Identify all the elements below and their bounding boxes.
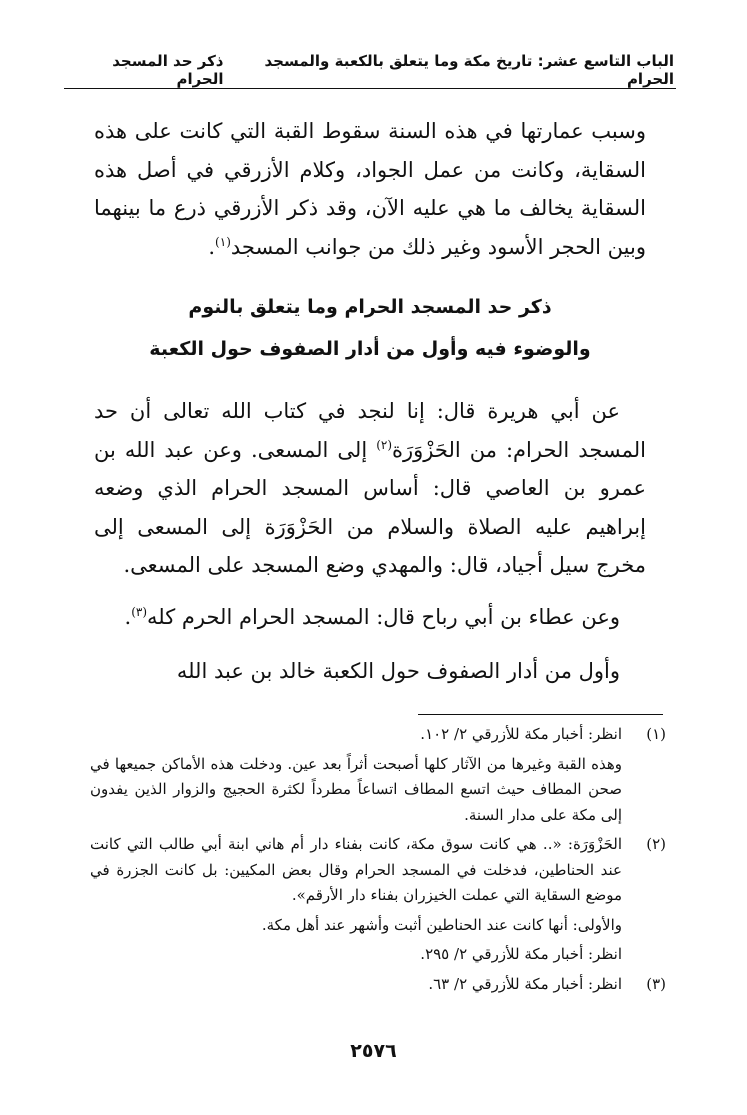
chapter-title: الباب التاسع عشر: تاريخ مكة وما يتعلق بالكعبة والمسجد الحرام xyxy=(264,52,674,88)
footnote-number: (٢) xyxy=(646,835,666,853)
footnote-line: انظر: أخبار مكة للأزرقي ٢/ ٦٣. xyxy=(428,974,622,993)
page-number: ٢٥٧٦ xyxy=(350,1040,397,1062)
heading-line-1: ذكر حد المسجد الحرام وما يتعلق بالنوم xyxy=(188,296,552,318)
heading-line-2: والوضوء فيه وأول من أدار الصفوف حول الكعبة xyxy=(149,338,591,360)
footnote-2 xyxy=(90,832,666,968)
footnote-rule xyxy=(418,714,663,715)
paragraph-haram-boundary: عن أبي هريرة قال: إنا لنجد في كتاب الله تعالى أن حد المسجد الحرام: من الحَزْوَرَة$^{(٢)}$ إلى المسعى. وعن عبد الله بن عمرو بن العاصي قال: أساس المسجد الحرام الذي وضعه إبراهيم عليه الصلاة والسلام من الحَزْوَرَة إلى المسعى إلى مخرج سيل أجياد، قال: والمهدي وضع المسجد على المسعى. xyxy=(94,399,646,577)
footnote-line: انظر: أخبار مكة للأزرقي ٢/ ٢٩٥. xyxy=(420,945,622,963)
running-header xyxy=(64,54,674,86)
footnote-line: والأولى: أنها كانت عند الحناطين أثبت وأشهر عند أهل مكة. xyxy=(261,915,622,934)
section-title: ذكر حد المسجد الحرام xyxy=(112,52,224,88)
footnote-3 xyxy=(90,972,666,998)
footnote-ref-3: (٣) xyxy=(131,605,148,619)
paragraph-ata: وعن عطاء بن أبي رباح قال: المسجد الحرام الحرم كله$^{(٣)}$. xyxy=(124,605,620,629)
footnote-line: الحَزْوَرَة: «.. هي كانت سوق مكة، كانت بفناء دار أم هاني ابنة أبي طالب التي كانت عند الحناطين، فدخلت في المسجد الحرام وقال بعض المكيين: بل كانت الجزرة في موضع السقاية التي عملت الخيزران بفناء دار الأرقم». xyxy=(90,835,622,904)
paragraph-continuation: وسبب عمارتها في هذه السنة سقوط القبة التي كانت على هذه السقاية، وكانت من عمل الجواد، وكلام الأزرقي في أصل هذه السقاية يخالف ما هي عليه الآن، وقد ذكر الأزرقي ذرع ما بينهما وبين الحجر الأسود وغير ذلك من جوانب المسجد$^{(١)}$. xyxy=(94,119,646,259)
footnotes xyxy=(90,722,666,1001)
footnote-1 xyxy=(90,722,666,828)
footnote-ref-1: (١) xyxy=(215,234,231,249)
footnote-ref-2: (٢) xyxy=(376,437,393,452)
footnote-number: (١) xyxy=(646,725,666,743)
header-rule xyxy=(64,88,676,89)
footnote-line: وهذه القبة وغيرها من الآثار كلها أصبحت أثراً بعد عين. ودخلت هذه الأماكن جميعها في صحن المطاف حيث اتسع المطاف اتساعاً مطرداً لكثرة الحجيج والزوار الذين يفدون إلى مكة على مدار السنة. xyxy=(90,754,622,824)
footnote-number: (٣) xyxy=(646,974,666,993)
footnote-line: انظر: أخبار مكة للأزرقي ٢/ ١٠٢. xyxy=(420,725,622,743)
section-heading xyxy=(94,286,646,370)
paragraph-first-rows: وأول من أدار الصفوف حول الكعبة خالد بن عبد الله xyxy=(176,659,620,683)
